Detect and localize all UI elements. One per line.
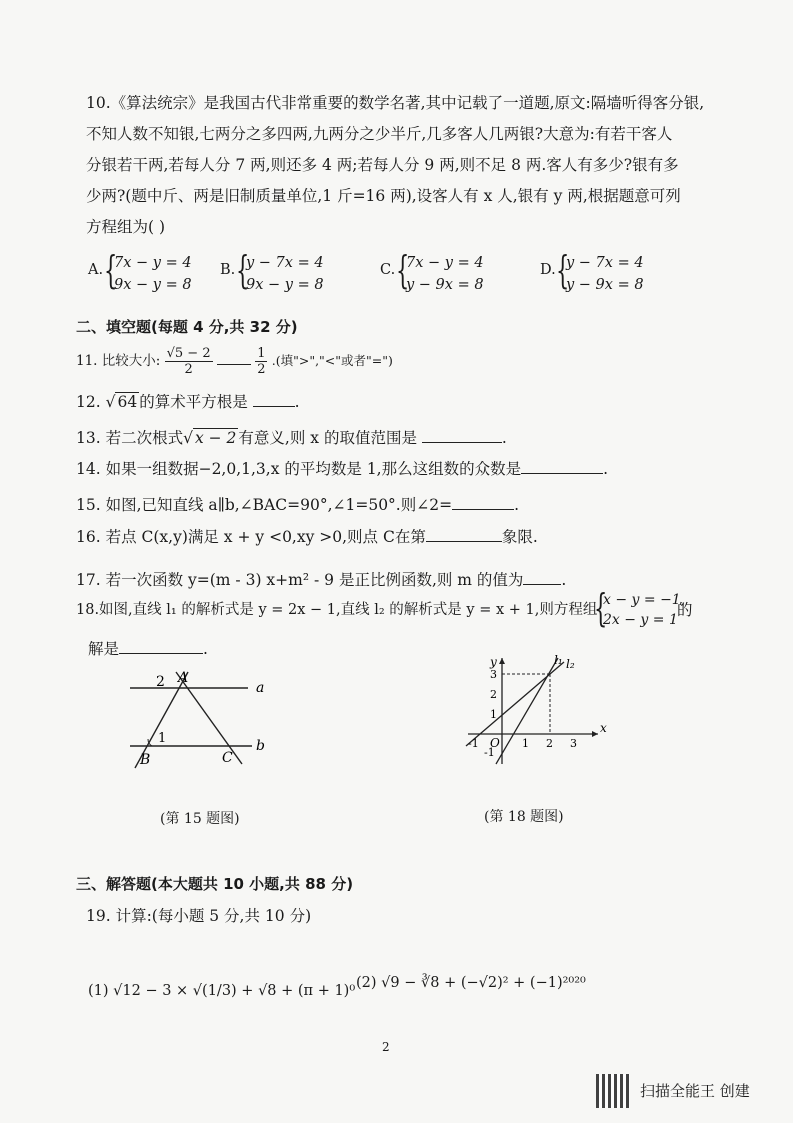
q12-blank <box>253 392 295 407</box>
q19-part-1 <box>88 980 355 1002</box>
brace-icon: { <box>594 586 608 630</box>
q16 <box>76 526 538 548</box>
q11-prefix: 11. 比较大小: <box>76 353 161 369</box>
label-B: B <box>140 752 151 768</box>
tick-y2: 2 <box>490 688 497 701</box>
q14: 14. 如果一组数据−2,0,1,3,x 的平均数是 1,那么这组数的众数是 . <box>76 460 609 478</box>
qr-code-icon <box>596 1074 630 1108</box>
label-b: b <box>256 738 265 754</box>
label-origin: O <box>490 736 500 750</box>
choice-c-label: C. <box>380 262 396 278</box>
q10-line-2: 不知人数不知银,七两分之多四两,九两分之少半斤,几多客人几两银?大意为:有若干客人 <box>86 125 673 143</box>
choice-b-eq1: y − 7x = 4 <box>246 255 324 271</box>
y-axis-arrow-icon <box>499 658 505 664</box>
q15: 15. 如图,已知直线 a∥b,∠BAC=90°,∠1=50°.则∠2= . <box>76 496 520 514</box>
q17-text: 17. 若一次函数 y=(m - 3) x+m² - 9 是正比例函数,则 m 的值为 <box>76 571 524 589</box>
q13-blank <box>422 428 502 443</box>
tick-x2: 2 <box>546 737 553 750</box>
choice-a <box>88 248 228 298</box>
q17-blank <box>523 570 561 585</box>
brace-icon: { <box>104 248 118 292</box>
q19-part-2 <box>356 972 586 994</box>
q12-radicand: 64 <box>117 393 138 411</box>
choice-c-eq2: y − 9x = 8 <box>406 277 484 293</box>
label-a: a <box>256 680 265 696</box>
q15-blank <box>452 495 514 510</box>
figure-15-caption: (第 15 题图) <box>160 811 240 827</box>
tick-xm1: -1 <box>468 737 479 750</box>
q11-half-den: 2 <box>257 362 266 377</box>
q18-end: 的 <box>677 601 693 619</box>
q10-line-5: 方程组为( ) <box>86 218 166 236</box>
figure-15 <box>120 668 280 770</box>
section-3-heading: 三、解答题(本大题共 10 小题,共 88 分) <box>76 875 354 893</box>
q12: 12. √ 64 的算术平方根是 . <box>76 393 300 411</box>
q11-blank <box>217 350 251 365</box>
q10-line-1: 10.《算法统宗》是我国古代非常重要的数学名著,其中记载了一道题,原文:隔墙听得客分银, <box>86 94 705 112</box>
x-axis-arrow-icon <box>592 731 598 737</box>
q11-fraction <box>165 346 213 377</box>
figure-18-caption: (第 18 题图) <box>484 809 564 825</box>
sqrt-icon: √ <box>105 393 116 411</box>
label-l1: l₁ <box>554 653 563 667</box>
label-1: 1 <box>158 731 167 746</box>
q19-part-1-label: (1) <box>88 983 109 999</box>
q18-eq2: 2x − y = 1 <box>603 612 678 628</box>
q18-eq1: x − y = −1, <box>603 592 686 608</box>
figure-18 <box>460 652 610 770</box>
q16-end: 象限. <box>501 528 538 546</box>
q16-blank <box>426 527 502 542</box>
choice-d <box>540 248 680 298</box>
footer-watermark: 扫描全能王 创建 <box>640 1082 750 1100</box>
tick-ym1: -1 <box>484 746 495 759</box>
brace-icon: { <box>556 248 570 292</box>
q11-fraction-den: 2 <box>184 362 193 377</box>
q13: 13. 若二次根式√ x − 2 有意义,则 x 的取值范围是 . <box>76 429 507 447</box>
choice-a-eq2: 9x − y = 8 <box>114 277 192 293</box>
choice-a-eq1: 7x − y = 4 <box>114 255 192 271</box>
q14-text: 14. 如果一组数据−2,0,1,3,x 的平均数是 1,那么这组数的众数是 <box>76 460 522 478</box>
q10-line-3: 分银若干两,若每人分 7 两,则还多 4 两;若每人分 9 两,则不足 8 两.客人有多少?银有多 <box>86 156 679 174</box>
q19-part-1-expr: √12 − 3 × √(1/3) + √8 + (π + 1)⁰ <box>113 983 356 999</box>
choice-b-eq2: 9x − y = 8 <box>246 277 324 293</box>
q19-part-2-label: (2) <box>356 975 377 991</box>
label-y: y <box>490 655 497 669</box>
q18 <box>76 599 597 621</box>
q19-part-2-expr: √9 − ∛8 + (−√2)² + (−1)²⁰²⁰ <box>381 975 586 991</box>
tick-y3: 3 <box>490 668 497 681</box>
sqrt-icon: √ <box>183 429 193 447</box>
label-2: 2 <box>156 674 165 690</box>
label-C: C <box>222 750 233 766</box>
choice-c-eq1: 7x − y = 4 <box>406 255 484 271</box>
q13-suffix: 有意义,则 x 的取值范围是 <box>238 429 417 447</box>
choice-b-label: B. <box>220 262 236 278</box>
q19: 19. 计算:(每小题 5 分,共 10 分) <box>86 907 312 925</box>
q11-half-num: 1 <box>257 346 266 361</box>
q13-radicand: x − 2 <box>194 429 237 447</box>
brace-icon: { <box>396 248 410 292</box>
choice-d-eq1: y − 7x = 4 <box>566 255 644 271</box>
label-x: x <box>600 721 607 735</box>
label-A: A <box>178 670 189 686</box>
tick-x3: 3 <box>570 737 577 750</box>
q11 <box>76 346 393 377</box>
q18-blank <box>119 639 203 654</box>
q11-suffix: .(填">","<"或者"=") <box>271 353 393 368</box>
q10-line-4: 少两?(题中斤、两是旧制质量单位,1 斤=16 两),设客人有 x 人,银有 y 两,根据题意可列 <box>86 187 681 205</box>
page-number: 2 <box>382 1040 390 1054</box>
choice-b <box>220 248 360 298</box>
q11-fraction-num: √5 − 2 <box>166 346 211 361</box>
q14-blank <box>521 459 603 474</box>
q15-text: 15. 如图,已知直线 a∥b,∠BAC=90°,∠1=50°.则∠2= <box>76 496 453 514</box>
brace-icon: { <box>236 248 250 292</box>
choice-d-label: D. <box>540 262 556 278</box>
label-l2: l₂ <box>566 657 575 671</box>
choice-c <box>380 248 520 298</box>
q12-prefix: 12. <box>76 393 101 411</box>
q18-line2: 解是 . <box>88 640 208 658</box>
tick-x1: 1 <box>522 737 529 750</box>
q18-line2-text: 解是 <box>88 640 120 658</box>
choice-a-label: A. <box>88 262 104 278</box>
q12-suffix: 的算术平方根是 <box>139 393 248 411</box>
tick-y1: 1 <box>490 708 497 721</box>
q17: 17. 若一次函数 y=(m - 3) x+m² - 9 是正比例函数,则 m 的值为 . <box>76 571 567 589</box>
section-2-heading: 二、填空题(每题 4 分,共 32 分) <box>76 318 298 336</box>
q13-prefix: 13. 若二次根式 <box>76 429 184 447</box>
q18-text: 18.如图,直线 l₁ 的解析式是 y = 2x − 1,直线 l₂ 的解析式是 y = x + 1,则方程组 <box>76 602 598 618</box>
choice-d-eq2: y − 9x = 8 <box>566 277 644 293</box>
q11-half <box>255 346 267 377</box>
q16-text: 16. 若点 C(x,y)满足 x + y <0,xy >0,则点 C在第 <box>76 528 426 546</box>
